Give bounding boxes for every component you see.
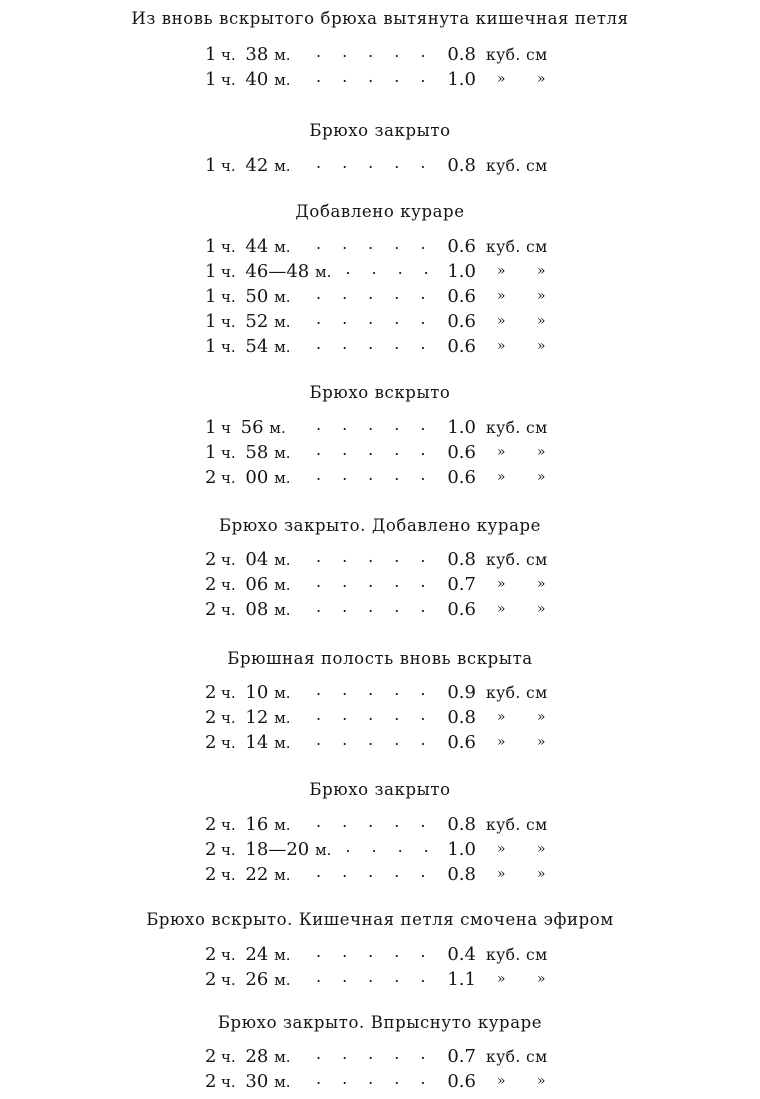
hour-value: 1: [205, 286, 217, 307]
dose-unit: куб. см: [486, 157, 548, 175]
hour-unit: ч.: [221, 1048, 236, 1066]
dose-value: 0.6: [447, 311, 476, 332]
time-cell: [205, 598, 291, 622]
ditto-mark: »: [497, 288, 506, 304]
hour-value: 1: [205, 44, 217, 65]
ditto-mark: »: [497, 1073, 506, 1089]
minute-value: 14: [245, 732, 269, 753]
minute-unit: м.: [274, 816, 291, 834]
hour-value: 1: [205, 155, 217, 176]
dose-value: 0.6: [447, 599, 476, 620]
dose-value: 0.6: [447, 236, 476, 257]
dose-value: 0.6: [447, 467, 476, 488]
time-cell: [205, 68, 291, 92]
time-cell: [205, 943, 291, 967]
hour-unit: ч.: [221, 338, 236, 356]
hour-unit: ч.: [221, 576, 236, 594]
minute-value: 46—48: [245, 261, 310, 282]
section-heading: Из вновь вскрытого брюха вытянута кишечная петля: [131, 9, 629, 28]
leader-dots: .....: [316, 705, 447, 724]
leader-dots: .....: [316, 967, 447, 986]
table-row: [205, 838, 565, 862]
hour-value: 1: [205, 236, 217, 257]
dose-value: 0.8: [447, 155, 476, 176]
hour-unit: ч.: [221, 734, 236, 752]
hour-unit: ч.: [221, 313, 236, 331]
table-row: [205, 285, 565, 309]
hour-value: 2: [205, 1071, 217, 1092]
ditto-mark: »: [497, 601, 506, 617]
dose-unit: куб. см: [486, 46, 548, 64]
ditto-mark: »: [497, 469, 506, 485]
ditto-mark: »: [537, 709, 546, 725]
time-cell: [205, 310, 291, 334]
minute-value: 24: [245, 944, 269, 965]
section-heading: Брюшная полость вновь вскрыта: [227, 649, 533, 668]
minute-value: 44: [245, 236, 269, 257]
leader-dots: .....: [316, 1069, 447, 1088]
ditto-mark: »: [497, 444, 506, 460]
leader-dots: .....: [316, 465, 447, 484]
minute-value: 30: [245, 1071, 269, 1092]
hour-value: 2: [205, 707, 217, 728]
ditto-mark: »: [497, 734, 506, 750]
section-heading: Брюхо закрыто: [309, 121, 451, 140]
table-row: [205, 968, 565, 992]
time-cell: [205, 335, 291, 359]
leader-dots: .....: [316, 730, 447, 749]
ditto-mark: »: [537, 338, 546, 354]
minute-value: 10: [245, 682, 269, 703]
hour-value: 2: [205, 944, 217, 965]
minute-unit: м.: [274, 238, 291, 256]
leader-dots: .....: [316, 597, 447, 616]
dose-value: 0.6: [447, 442, 476, 463]
hour-value: 1: [205, 336, 217, 357]
minute-unit: м.: [274, 734, 291, 752]
minute-unit: м.: [274, 338, 291, 356]
minute-value: 56: [240, 417, 264, 438]
section-heading: Брюхо закрыто. Добавлено кураре: [218, 516, 542, 535]
section-heading: Брюхо вскрыто. Кишечная петля смочена эфиром: [146, 910, 614, 929]
hour-unit: ч: [221, 419, 231, 437]
dose-value: 0.7: [447, 1046, 476, 1067]
hour-unit: ч.: [221, 444, 236, 462]
time-cell: [205, 968, 291, 992]
leader-dots: .....: [316, 547, 447, 566]
minute-value: 18—20: [245, 839, 310, 860]
minute-unit: м.: [314, 841, 332, 859]
ditto-mark: »: [537, 313, 546, 329]
minute-value: 00: [245, 467, 269, 488]
hour-value: 2: [205, 599, 217, 620]
time-cell: [205, 154, 291, 178]
ditto-mark: »: [497, 338, 506, 354]
table-row: [205, 416, 565, 440]
table-row: [205, 235, 565, 259]
ditto-mark: »: [537, 601, 546, 617]
ditto-mark: »: [497, 313, 506, 329]
leader-dots: .....: [316, 680, 447, 699]
dose-value: 0.8: [447, 44, 476, 65]
dose-unit: куб. см: [486, 816, 548, 834]
minute-unit: м.: [274, 288, 291, 306]
table-row: [205, 573, 565, 597]
minute-value: 16: [245, 814, 269, 835]
time-cell: [205, 813, 291, 837]
table-row: [205, 441, 565, 465]
leader-dots: .....: [316, 42, 447, 61]
table-row: [205, 260, 565, 284]
hour-value: 2: [205, 814, 217, 835]
minute-unit: м.: [274, 71, 291, 89]
leader-dots: .....: [316, 862, 447, 881]
time-cell: [205, 838, 331, 862]
hour-value: 2: [205, 969, 217, 990]
dose-value: 0.4: [447, 944, 476, 965]
leader-dots: .....: [316, 309, 447, 328]
time-cell: [205, 731, 291, 755]
dose-value: 1.0: [447, 69, 476, 90]
dose-value: 0.6: [447, 336, 476, 357]
ditto-mark: »: [537, 841, 546, 857]
dose-unit: куб. см: [486, 551, 548, 569]
minute-unit: м.: [274, 1048, 291, 1066]
ditto-mark: »: [537, 576, 546, 592]
table-row: [205, 863, 565, 887]
minute-value: 12: [245, 707, 269, 728]
table-row: [205, 598, 565, 622]
minute-unit: м.: [274, 313, 291, 331]
hour-value: 1: [205, 261, 217, 282]
table-row: [205, 813, 565, 837]
hour-unit: ч.: [221, 709, 236, 727]
time-cell: [205, 1070, 291, 1094]
leader-dots: .....: [316, 334, 447, 353]
hour-unit: ч.: [221, 469, 236, 487]
ditto-mark: »: [537, 71, 546, 87]
table-row: [205, 310, 565, 334]
leader-dots: ....: [345, 259, 450, 278]
minute-value: 50: [245, 286, 269, 307]
section-heading: Добавлено кураре: [295, 202, 465, 221]
minute-value: 08: [245, 599, 269, 620]
hour-value: 2: [205, 682, 217, 703]
hour-value: 1: [205, 311, 217, 332]
dose-value: 1.0: [447, 839, 476, 860]
time-cell: [205, 548, 291, 572]
table-row: [205, 68, 565, 92]
time-cell: [205, 1045, 291, 1069]
ditto-mark: »: [497, 71, 506, 87]
dose-value: 0.6: [447, 286, 476, 307]
hour-value: 2: [205, 864, 217, 885]
minute-unit: м.: [274, 601, 291, 619]
minute-unit: м.: [274, 157, 291, 175]
minute-value: 26: [245, 969, 269, 990]
time-cell: [205, 466, 291, 490]
section-heading: Брюхо вскрыто: [309, 383, 451, 402]
dose-unit: куб. см: [486, 684, 548, 702]
dose-value: 1.1: [447, 969, 476, 990]
hour-unit: ч.: [221, 866, 236, 884]
table-row: [205, 1070, 565, 1094]
minute-unit: м.: [274, 46, 291, 64]
table-row: [205, 154, 565, 178]
time-cell: [205, 863, 291, 887]
hour-unit: ч.: [221, 46, 236, 64]
leader-dots: .....: [316, 1044, 447, 1063]
time-cell: [205, 573, 291, 597]
table-row: [205, 1045, 565, 1069]
leader-dots: .....: [316, 942, 447, 961]
dose-value: 1.0: [447, 417, 476, 438]
minute-value: 38: [245, 44, 269, 65]
dose-unit: куб. см: [486, 946, 548, 964]
time-cell: [205, 706, 291, 730]
dose-value: 0.8: [447, 864, 476, 885]
dose-unit: куб. см: [486, 1048, 548, 1066]
time-cell: [205, 681, 291, 705]
hour-value: 2: [205, 1046, 217, 1067]
minute-value: 40: [245, 69, 269, 90]
section-heading: Брюхо закрыто. Впрыснуто кураре: [217, 1013, 543, 1032]
leader-dots: ....: [345, 837, 450, 856]
time-cell: [205, 260, 331, 284]
leader-dots: .....: [316, 284, 447, 303]
table-row: [205, 731, 565, 755]
hour-value: 1: [205, 69, 217, 90]
minute-value: 22: [245, 864, 269, 885]
ditto-mark: »: [537, 971, 546, 987]
table-row: [205, 706, 565, 730]
minute-value: 52: [245, 311, 269, 332]
minute-unit: м.: [274, 576, 291, 594]
time-cell: [205, 285, 291, 309]
minute-unit: м.: [274, 444, 291, 462]
hour-unit: ч.: [221, 263, 236, 281]
dose-value: 0.6: [447, 732, 476, 753]
hour-value: 1: [205, 417, 217, 438]
hour-unit: ч.: [221, 551, 236, 569]
hour-value: 2: [205, 467, 217, 488]
ditto-mark: »: [497, 841, 506, 857]
dose-value: 1.0: [447, 261, 476, 282]
table-row: [205, 681, 565, 705]
time-cell: [205, 441, 291, 465]
minute-value: 04: [245, 549, 269, 570]
minute-unit: м.: [274, 866, 291, 884]
dose-value: 0.6: [447, 1071, 476, 1092]
minute-unit: м.: [269, 419, 286, 437]
minute-value: 06: [245, 574, 269, 595]
minute-unit: м.: [314, 263, 332, 281]
ditto-mark: »: [537, 288, 546, 304]
section-heading: Брюхо закрыто: [309, 780, 451, 799]
table-row: [205, 43, 565, 67]
hour-unit: ч.: [221, 1073, 236, 1091]
time-cell: [205, 235, 291, 259]
minute-unit: м.: [274, 684, 291, 702]
leader-dots: .....: [316, 572, 447, 591]
time-cell: [205, 43, 291, 67]
dose-value: 0.8: [447, 814, 476, 835]
hour-unit: ч.: [221, 684, 236, 702]
leader-dots: .....: [316, 415, 447, 434]
hour-value: 2: [205, 732, 217, 753]
ditto-mark: »: [497, 971, 506, 987]
ditto-mark: »: [497, 263, 506, 279]
table-row: [205, 466, 565, 490]
leader-dots: .....: [316, 812, 447, 831]
hour-unit: ч.: [221, 841, 236, 859]
table-row: [205, 548, 565, 572]
ditto-mark: »: [537, 444, 546, 460]
ditto-mark: »: [537, 469, 546, 485]
hour-unit: ч.: [221, 946, 236, 964]
dose-value: 0.9: [447, 682, 476, 703]
hour-value: 1: [205, 442, 217, 463]
ditto-mark: »: [537, 1073, 546, 1089]
ditto-mark: »: [497, 866, 506, 882]
hour-value: 2: [205, 549, 217, 570]
dose-value: 0.8: [447, 707, 476, 728]
dose-unit: куб. см: [486, 419, 548, 437]
leader-dots: .....: [316, 440, 447, 459]
minute-unit: м.: [274, 551, 291, 569]
minute-unit: м.: [274, 709, 291, 727]
minute-value: 42: [245, 155, 269, 176]
hour-unit: ч.: [221, 601, 236, 619]
leader-dots: .....: [316, 234, 447, 253]
ditto-mark: »: [537, 734, 546, 750]
ditto-mark: »: [537, 866, 546, 882]
hour-unit: ч.: [221, 816, 236, 834]
minute-unit: м.: [274, 946, 291, 964]
hour-unit: ч.: [221, 71, 236, 89]
ditto-mark: »: [497, 709, 506, 725]
ditto-mark: »: [537, 263, 546, 279]
table-row: [205, 943, 565, 967]
hour-unit: ч.: [221, 288, 236, 306]
table-row: [205, 335, 565, 359]
minute-unit: м.: [274, 1073, 291, 1091]
minute-unit: м.: [274, 971, 291, 989]
time-cell: [205, 416, 286, 440]
dose-value: 0.8: [447, 549, 476, 570]
ditto-mark: »: [497, 576, 506, 592]
hour-unit: ч.: [221, 238, 236, 256]
dose-unit: куб. см: [486, 238, 548, 256]
minute-unit: м.: [274, 469, 291, 487]
dose-value: 0.7: [447, 574, 476, 595]
hour-unit: ч.: [221, 971, 236, 989]
hour-value: 2: [205, 839, 217, 860]
leader-dots: .....: [316, 153, 447, 172]
minute-value: 58: [245, 442, 269, 463]
leader-dots: .....: [316, 67, 447, 86]
minute-value: 28: [245, 1046, 269, 1067]
minute-value: 54: [245, 336, 269, 357]
hour-unit: ч.: [221, 157, 236, 175]
hour-value: 2: [205, 574, 217, 595]
